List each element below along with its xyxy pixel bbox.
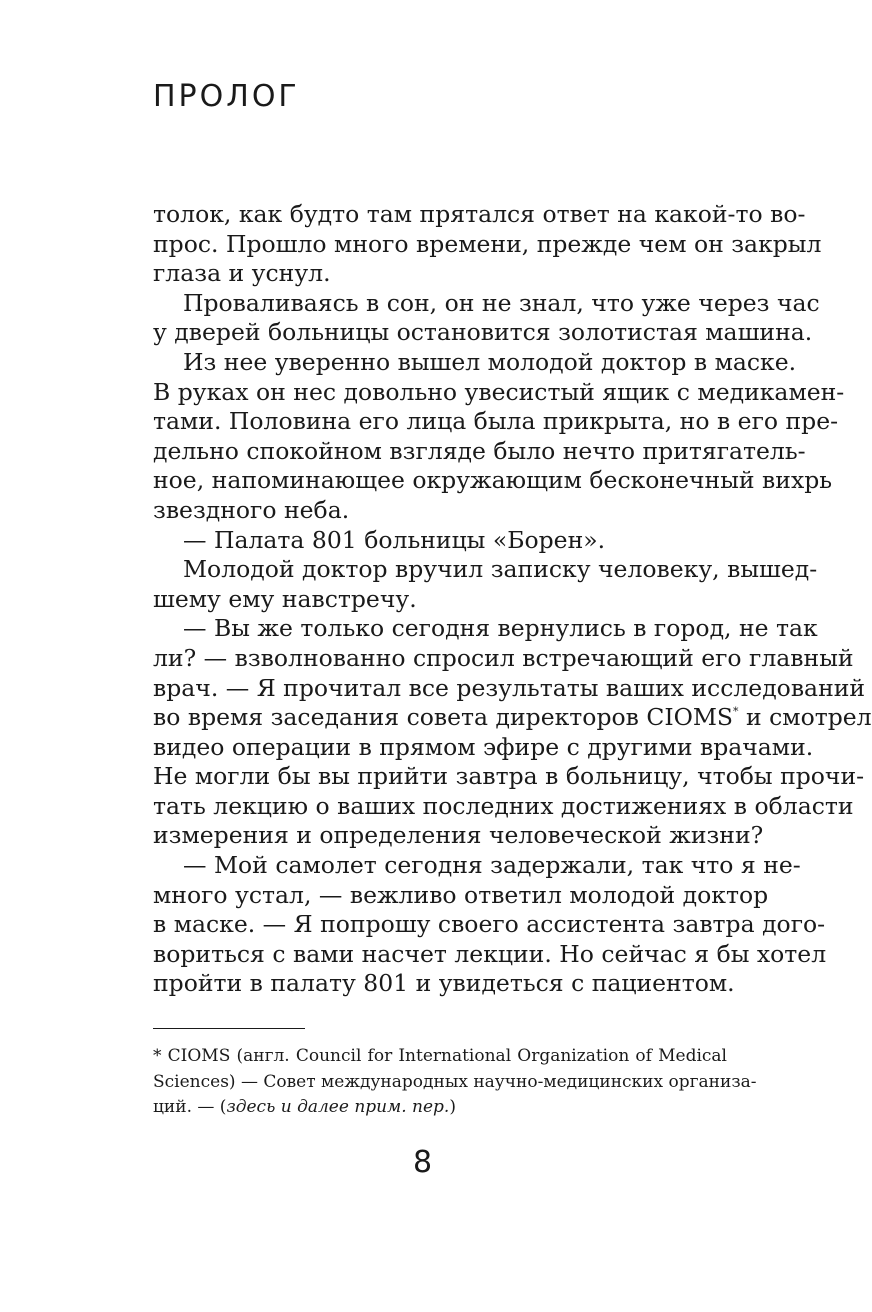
footnote-italic-note: здесь и далее прим. пер. <box>226 1097 450 1117</box>
text-line: пройти в палату 801 и увидеться с пациентом. <box>153 969 735 998</box>
text-segment: во время заседания совета директоров CIOMS <box>153 703 734 732</box>
paragraph-7 <box>153 851 827 999</box>
text-line: Не могли бы вы прийти завтра в больницу, чтобы прочи- <box>153 762 865 791</box>
text-line: Проваливаясь в сон, он не знал, что уже через час <box>183 288 820 317</box>
text-line-with-footnote-ref <box>153 703 872 733</box>
text-line: дельно спокойном взгляде было нечто притягатель- <box>153 436 806 465</box>
text-line: — Палата 801 больницы «Борен». <box>183 525 606 554</box>
text-line: врач. — Я прочитал все результаты ваших исследований <box>153 673 866 702</box>
text-line: вориться с вами насчет лекции. Но сейчас я бы хотел <box>153 939 827 968</box>
text-segment: и смотрел <box>738 703 872 732</box>
footnote-line: * CIOMS (англ. Council for International Organization of Medical <box>153 1046 727 1066</box>
text-line: измерения и определения человеческой жизни? <box>153 821 764 850</box>
footnote-line: Sciences) — Совет международных научно-медицинских организа- <box>153 1071 757 1092</box>
text-line: Молодой доктор вручил записку человеку, вышед- <box>183 555 818 584</box>
footnote <box>153 1044 757 1121</box>
paragraph-3 <box>153 347 845 526</box>
page-number: 8 <box>412 1145 433 1180</box>
text-line: в маске. — Я попрошу своего ассистента завтра дого- <box>153 910 826 939</box>
text-line: видео операции в прямом эфире с другими врачами. <box>153 732 814 761</box>
text-line: ли? — взволнованно спросил встречающий его главный <box>153 643 854 672</box>
text-segment: ций. — ( <box>153 1097 227 1117</box>
paragraph-2 <box>153 288 820 348</box>
text-line: тами. Половина его лица была прикрыта, но в его пре- <box>153 407 839 436</box>
body-text <box>153 200 872 999</box>
footnote-line <box>153 1095 727 1121</box>
text-line: Из нее уверенно вышел молодой доктор в маске. <box>183 347 797 376</box>
text-line: тать лекцию о ваших последних достижениях в области <box>153 791 854 820</box>
chapter-title: ПРОЛОГ <box>153 79 300 114</box>
text-line: В руках он нес довольно увесистый ящик с медикамен- <box>153 377 845 406</box>
paragraph-4 <box>153 526 727 556</box>
text-line: звездного неба. <box>153 495 350 524</box>
text-line: ное, напоминающее окружающим бесконечный вихрь <box>153 466 833 495</box>
text-line: шему ему навстречу. <box>153 584 417 613</box>
text-segment: ) <box>449 1097 456 1117</box>
text-line: — Вы же только сегодня вернулись в город, не так <box>183 614 818 643</box>
text-line: глаза и уснул. <box>153 259 331 288</box>
footnote-divider <box>153 1028 305 1029</box>
text-line: много устал, — вежливо ответил молодой доктор <box>153 880 769 909</box>
text-line: — Мой самолет сегодня задержали, так что я не- <box>183 851 801 880</box>
text-line: у дверей больницы остановится золотистая машина. <box>153 318 813 347</box>
paragraph-6 <box>153 614 872 851</box>
text-line: прос. Прошло много времени, прежде чем он закрыл <box>153 229 822 258</box>
paragraph-5 <box>153 555 818 614</box>
footnote-marker[interactable]: * <box>733 705 739 719</box>
text-line: толок, как будто там прятался ответ на какой-то во- <box>153 200 806 228</box>
paragraph-1 <box>153 200 822 289</box>
